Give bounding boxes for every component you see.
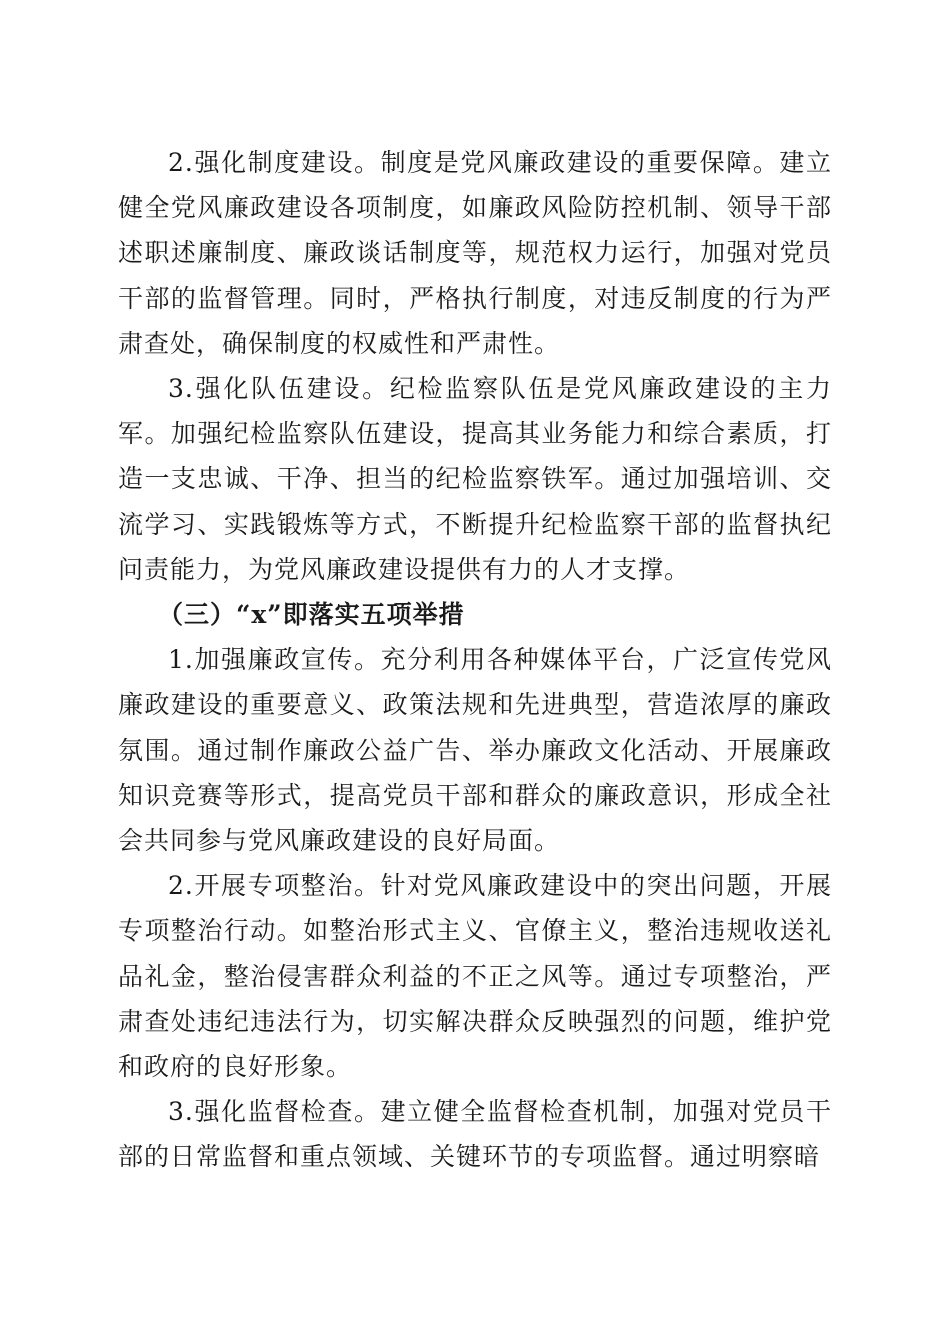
document-body xyxy=(118,140,832,1180)
paragraph-special-rectification: 2.开展专项整治。针对党风廉政建设中的突出问题，开展专项整治行动。如整治形式主义、官僚主义，整治违规收送礼品礼金，整治侵害群众利益的不正之风等。通过专项整治，严肃查处违纪违法行为，切实解决群众反映强烈的问题，维护党和政府的良好形象。 xyxy=(118,871,832,1082)
paragraph-publicity: 1.加强廉政宣传。充分利用各种媒体平台，广泛宣传党风廉政建设的重要意义、政策法规和先进典型，营造浓厚的廉政氛围。通过制作廉政公益广告、举办廉政文化活动、开展廉政知识竞赛等形式，提高党员干部和群众的廉政意识，形成全社会共同参与党风廉政建设的良好局面。 xyxy=(118,645,832,856)
section-heading: （三）“x”即落实五项举措 xyxy=(158,600,465,630)
paragraph-institution-building: 2.强化制度建设。制度是党风廉政建设的重要保障。建立健全党风廉政建设各项制度，如廉政风险防控机制、领导干部述职述廉制度、廉政谈话制度等，规范权力运行，加强对党员干部的监督管理。同时，严格执行制度，对违反制度的行为严肃查处，确保制度的权威性和严肃性。 xyxy=(118,148,832,358)
paragraph-supervision: 3.强化监督检查。建立健全监督检查机制，加强对党员干部的日常监督和重点领域、关键环节的专项监督。通过明察暗 xyxy=(118,1097,832,1172)
paragraph-team-building: 3.强化队伍建设。纪检监察队伍是党风廉政建设的主力军。加强纪检监察队伍建设，提高其业务能力和综合素质，打造一支忠诚、干净、担当的纪检监察铁军。通过加强培训、交流学习、实践锻炼等方式，不断提升纪检监察干部的监督执纪问责能力，为党风廉政建设提供有力的人才支撑。 xyxy=(118,374,832,584)
